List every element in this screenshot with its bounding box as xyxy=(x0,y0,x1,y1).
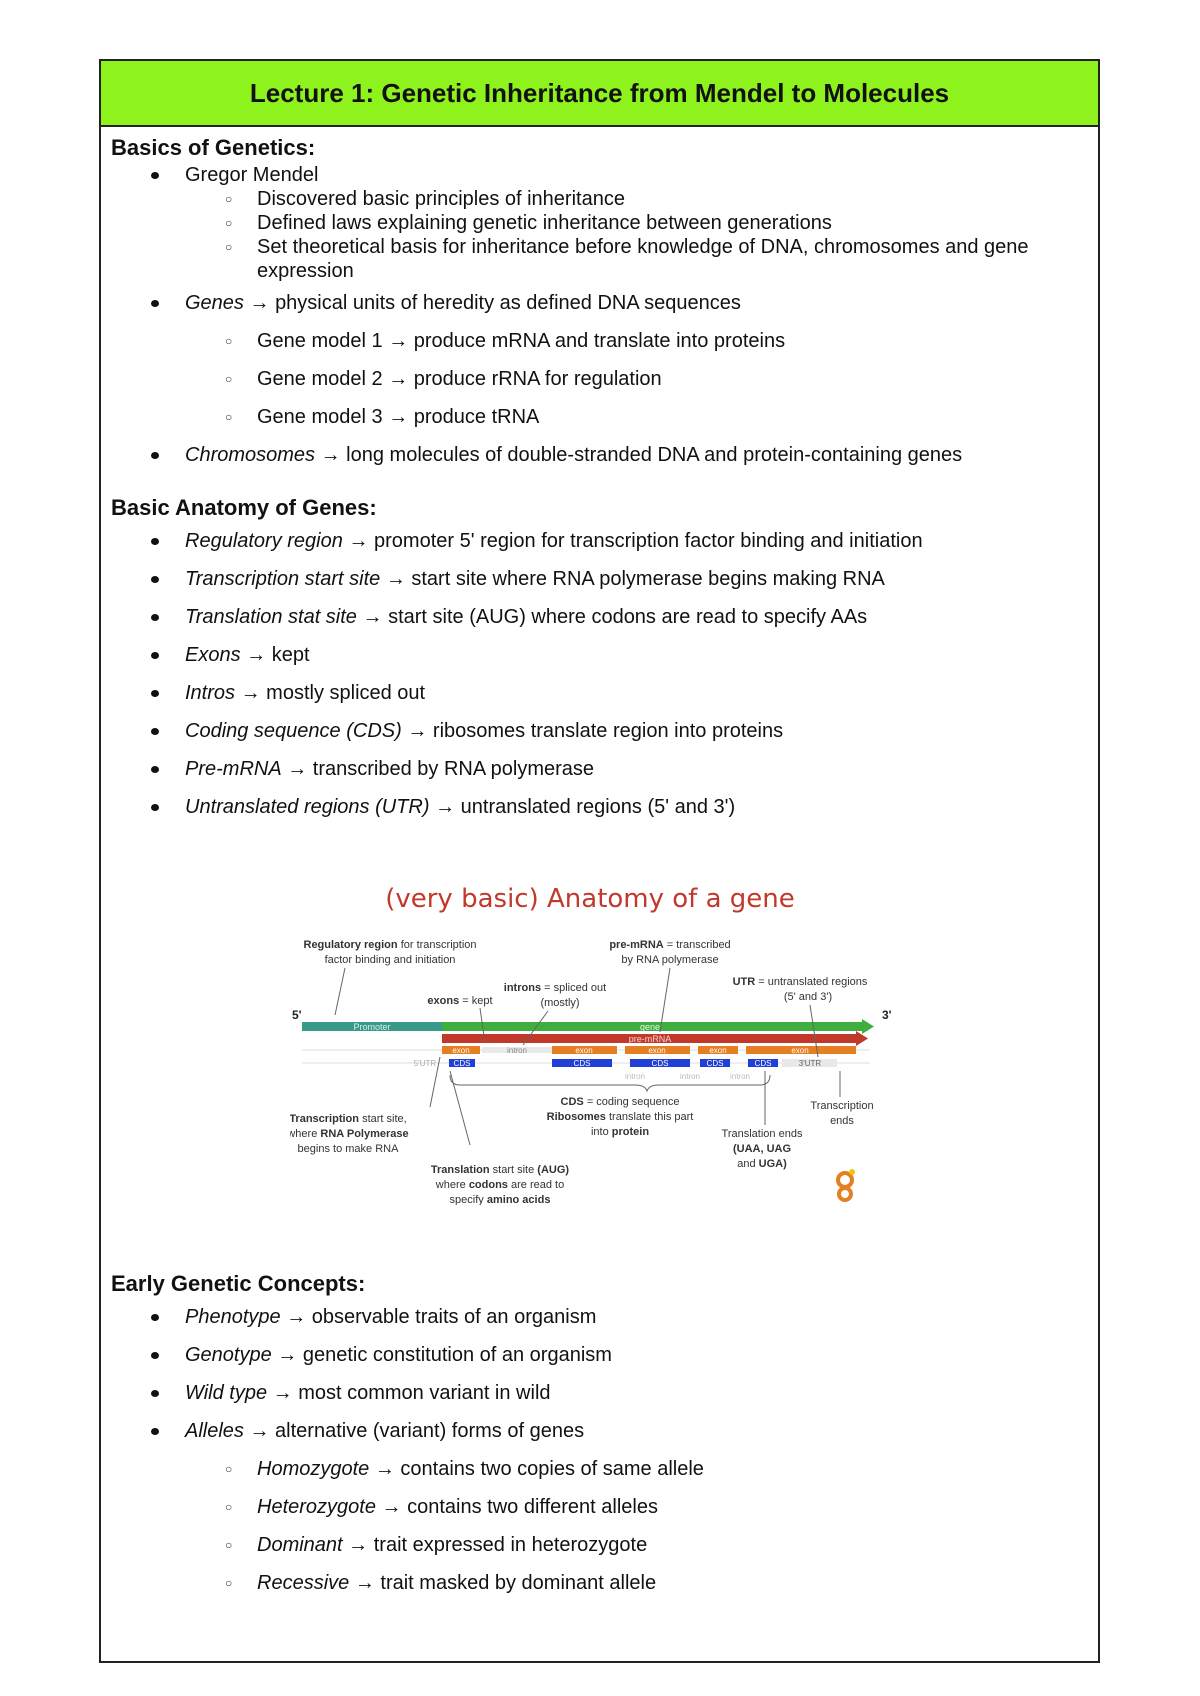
item-term: Homozygote xyxy=(257,1458,370,1480)
ann-utr: UTR = untranslated regions xyxy=(732,976,867,988)
item-text: Defined laws explaining genetic inheritance between generations xyxy=(257,212,832,234)
item-term: Genes xyxy=(185,292,244,314)
section-heading-basics: Basics of Genetics: xyxy=(111,135,316,160)
item-arrow: → xyxy=(407,720,428,742)
item-text: Gregor Mendel xyxy=(185,164,319,186)
list-item xyxy=(111,1381,1088,1405)
list-subitem xyxy=(111,329,1088,353)
exon-label: exon xyxy=(790,1046,809,1055)
list-subitem xyxy=(111,405,1088,429)
item-arrow: → xyxy=(249,292,270,314)
item-text: Gene model 1 → produce mRNA and translate into proteins xyxy=(257,330,786,352)
ann-te: Transcription xyxy=(809,1100,874,1112)
item-text: Gene model 3 → produce tRNA xyxy=(257,406,540,428)
anatomy-list xyxy=(111,529,1088,819)
gene-arrowhead xyxy=(862,1019,874,1034)
ann-exons: exons = kept xyxy=(426,995,493,1007)
ann-premrna: pre-mRNA = transcribed xyxy=(608,939,731,951)
item-arrow: → xyxy=(286,1306,307,1328)
list-item xyxy=(111,567,1088,591)
item-arrow: → xyxy=(240,682,261,704)
list-item xyxy=(111,719,1088,743)
item-text: contains two different alleles xyxy=(407,1496,658,1518)
item-text: trait expressed in heterozygote xyxy=(373,1534,648,1556)
list-item xyxy=(111,291,1088,315)
cds-bracket xyxy=(450,1075,770,1091)
item-term: Recessive xyxy=(257,1572,350,1594)
page-frame xyxy=(99,59,1100,1663)
utr3-label: 3'UTR xyxy=(798,1059,821,1068)
list-subitem xyxy=(111,367,1088,391)
list-subitem xyxy=(111,1571,1088,1595)
cds-label: CDS xyxy=(706,1059,723,1068)
item-term: Heterozygote xyxy=(257,1496,376,1518)
item-arrow: → xyxy=(246,644,267,666)
item-term: Transcription start site xyxy=(185,568,381,590)
list-item xyxy=(111,795,1088,819)
item-arrow: → xyxy=(385,568,406,590)
exon-label: exon xyxy=(574,1046,593,1055)
item-arrow: → xyxy=(348,530,369,552)
item-term: Pre-mRNA xyxy=(185,758,282,780)
section-heading-anatomy: Basic Anatomy of Genes: xyxy=(111,495,377,520)
ann-introns: introns = spliced out xyxy=(503,982,606,994)
item-arrow: → xyxy=(249,1420,270,1442)
ann-tls-2: where codons are read to xyxy=(435,1179,564,1191)
exon-label: exon xyxy=(647,1046,666,1055)
gene-anatomy-figure xyxy=(290,875,910,1205)
item-text: untranslated regions (5' and 3') xyxy=(460,796,736,818)
ann-utr-2: (5' and 3') xyxy=(783,991,832,1003)
premrna-label: pre-mRNA xyxy=(628,1034,671,1044)
item-text: start site (AUG) where codons are read to specify AAs xyxy=(388,606,868,628)
item-text: observable traits of an organism xyxy=(311,1306,597,1328)
list-item xyxy=(111,529,1088,553)
gene-label: gene xyxy=(639,1022,660,1032)
item-text: Set theoretical basis for inheritance before knowledge of DNA, chromosomes and gene expression xyxy=(257,236,1029,282)
ann-tss: Transcription start site, xyxy=(289,1113,407,1125)
intron-label-lower: intron xyxy=(729,1072,750,1081)
utr5-label: 5'UTR xyxy=(413,1059,436,1068)
item-text: contains two copies of same allele xyxy=(400,1458,704,1480)
item-arrow: → xyxy=(287,758,308,780)
item-text: physical units of heredity as defined DNA sequences xyxy=(275,292,741,314)
item-term: Intros xyxy=(185,682,236,704)
item-text: Discovered basic principles of inheritance xyxy=(257,188,625,210)
item-arrow: → xyxy=(362,606,383,628)
item-term: Untranslated regions (UTR) xyxy=(185,796,430,818)
item-text: kept xyxy=(271,644,310,666)
cds-label: CDS xyxy=(573,1059,590,1068)
ann-tls-3: specify amino acids xyxy=(449,1194,550,1205)
intron-label-lower: intron xyxy=(679,1072,700,1081)
list-subitem xyxy=(111,211,1088,235)
list-subitem xyxy=(111,1495,1088,1519)
item-text: start site where RNA polymerase begins making RNA xyxy=(411,568,885,590)
list-item xyxy=(111,1343,1088,1367)
exon-label: exon xyxy=(451,1046,470,1055)
promoter-label: Promoter xyxy=(352,1022,391,1032)
ann-regulatory-2: factor binding and initiation xyxy=(324,954,455,966)
item-term: Dominant xyxy=(257,1534,343,1556)
gene-anatomy-diagram xyxy=(290,875,910,1205)
intron-label-lower: intron xyxy=(624,1072,645,1081)
item-term: Chromosomes xyxy=(185,444,316,466)
list-item xyxy=(111,163,1088,187)
item-text: trait masked by dominant allele xyxy=(380,1572,657,1594)
item-arrow: → xyxy=(277,1344,298,1366)
item-text: promoter 5' region for transcription factor binding and initiation xyxy=(374,530,923,552)
list-item xyxy=(111,443,1088,467)
list-item xyxy=(111,643,1088,667)
item-term: Regulatory region xyxy=(185,530,343,552)
item-arrow: → xyxy=(435,796,456,818)
ann-tle: Translation ends xyxy=(721,1128,802,1140)
ann-tls: Translation start site (AUG) xyxy=(430,1164,569,1176)
ann-tss-2: where RNA Polymerase xyxy=(289,1128,409,1140)
label-3prime: 3' xyxy=(881,1008,892,1022)
ann-tle-2: (UAA, UAG xyxy=(732,1143,791,1155)
ann-premrna-2: by RNA polymerase xyxy=(620,954,719,966)
list-item xyxy=(111,1419,1088,1443)
item-text: long molecules of double-stranded DNA and protein-containing genes xyxy=(346,444,963,466)
page-title: Lecture 1: Genetic Inheritance from Mendel to Molecules xyxy=(249,77,950,108)
ann-cds-3: into protein xyxy=(590,1126,649,1138)
item-text: Gene model 2 → produce rRNA for regulation xyxy=(257,368,662,390)
ann-tss-3: begins to make RNA xyxy=(297,1143,398,1155)
ann-introns-2: (mostly) xyxy=(539,997,580,1009)
item-term: Wild type xyxy=(185,1382,268,1404)
concepts-list xyxy=(111,1305,1088,1595)
item-arrow: → xyxy=(354,1572,375,1594)
list-subitem xyxy=(111,1533,1088,1557)
list-item xyxy=(111,1305,1088,1329)
ann-cds-2: Ribosomes translate this part xyxy=(546,1111,693,1123)
list-item xyxy=(111,605,1088,629)
figure-title: (very basic) Anatomy of a gene xyxy=(384,884,795,914)
ann-tle-3: and UGA) xyxy=(736,1158,787,1170)
list-subitem xyxy=(111,1457,1088,1481)
item-text: transcribed by RNA polymerase xyxy=(312,758,595,780)
item-arrow: → xyxy=(374,1458,395,1480)
list-item xyxy=(111,757,1088,781)
cds-label: CDS xyxy=(453,1059,470,1068)
item-arrow: → xyxy=(272,1382,293,1404)
list-item xyxy=(111,681,1088,705)
item-term: Genotype xyxy=(185,1344,272,1366)
item-term: Translation stat site xyxy=(185,606,357,628)
item-text: ribosomes translate region into proteins xyxy=(432,720,784,742)
exon-label: exon xyxy=(708,1046,727,1055)
cds-label: CDS xyxy=(651,1059,668,1068)
ann-te-2: ends xyxy=(829,1115,854,1127)
ann-regulatory: Regulatory region for transcription xyxy=(303,939,476,951)
section-heading-concepts: Early Genetic Concepts: xyxy=(111,1271,366,1296)
ann-cds: CDS = coding sequence xyxy=(560,1096,679,1108)
title-bar xyxy=(101,61,1098,127)
basics-list xyxy=(111,163,1088,467)
item-term: Phenotype xyxy=(185,1306,281,1328)
cds-label: CDS xyxy=(754,1059,771,1068)
item-text: genetic constitution of an organism xyxy=(302,1344,612,1366)
item-arrow: → xyxy=(320,444,341,466)
item-term: Alleles xyxy=(185,1420,244,1442)
item-arrow: → xyxy=(348,1534,369,1556)
item-arrow: → xyxy=(381,1496,402,1518)
intron-label: intron xyxy=(506,1046,527,1055)
label-5prime: 5' xyxy=(291,1008,302,1022)
figure-logo-icon xyxy=(838,1169,855,1200)
list-subitem xyxy=(111,187,1088,211)
item-text: alternative (variant) forms of genes xyxy=(275,1420,585,1442)
content xyxy=(101,135,1098,1595)
item-term: Exons xyxy=(185,644,241,666)
list-subitem xyxy=(111,235,1088,283)
item-text: most common variant in wild xyxy=(298,1382,551,1404)
item-term: Coding sequence (CDS) xyxy=(185,720,402,742)
item-text: mostly spliced out xyxy=(266,682,426,704)
